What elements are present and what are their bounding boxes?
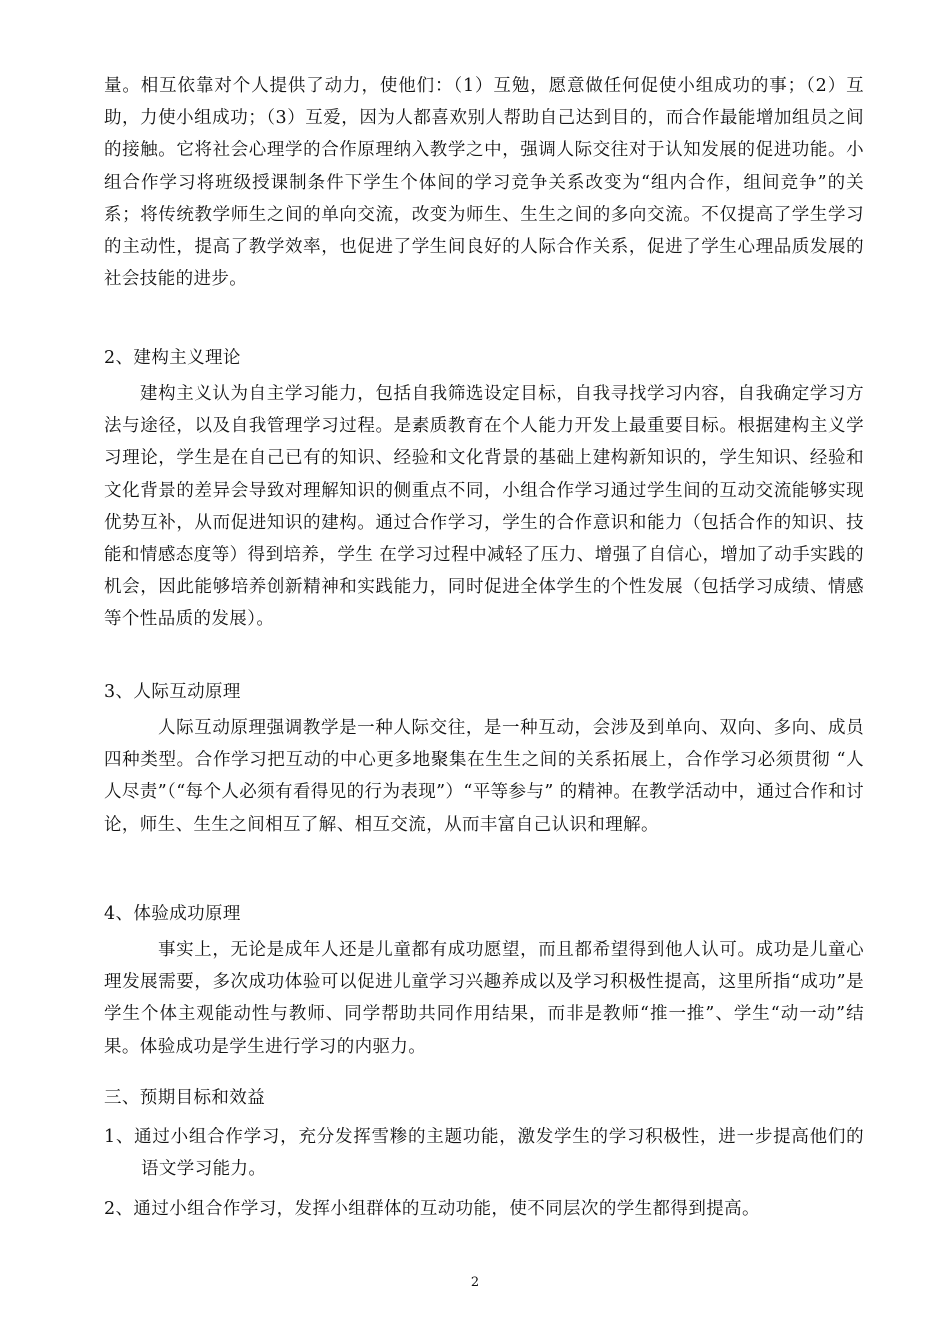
goal-item-2: 2、通过小组合作学习，发挥小组群体的互动功能，使不同层次的学生都得到提高。 (104, 1199, 760, 1219)
heading-interpersonal-interaction: 3、人际互动原理 (104, 682, 241, 702)
heading-goals-benefits: 三、预期目标和效益 (104, 1088, 266, 1108)
heading-constructivism: 2、建构主义理论 (104, 348, 241, 368)
page-number: 2 (470, 1275, 480, 1290)
intro-paragraph: 量。相互依靠对个人提供了动力，使他们：（1）互勉，愿意做任何促使小组成功的事；（2）互助，力使小组成功；（3）互爱，因为人都喜欢别人帮助自己达到目的，而合作最能增加组员之间的接触。它将社会心理学的合作原理纳入教学之中，强调人际交往对于认知发展的促进功能。小组合作学习将班级授课制条件下学生个体间的学习竞争关系改变为“组内合作，组间竞争”的关系；将传统教学师生之间的单向交流，改变为师生、生生之间的多向交流。不仅提高了学生学习的主动性，提高了教学效率，也促进了学生间良好的人际合作关系，促进了学生心理品质发展的社会技能的进步。 (104, 76, 864, 290)
constructivism-paragraph: 建构主义认为自主学习能力，包括自我筛选设定目标，自我寻找学习内容，自我确定学习方法与途径，以及自我管理学习过程。是素质教育在个人能力开发上最重要目标。根据建构主义学习理论，学生是在自己已有的知识、经验和文化背景的基础上建构新知识的，学生知识、经验和文化背景的差异会导致对理解知识的侧重点不同，小组合作学习通过学生间的互动交流能够实现优势互补，从而促进知识的建构。通过合作学习，学生的合作意识和能力（包括合作的知识、技能和情感态度等）得到培养，学生 在学习过程中减轻了压力、增强了自信心，增加了动手实践的机会，因此能够培养创新精神和实践能力，同时促进全体学生的个性发展（包括学习成绩、情感等个性品质的发展）。 (104, 384, 864, 630)
goal-item-1: 1、通过小组合作学习，充分发挥雪糁的主题功能，激发学生的学习积极性，进一步提高他们的语文学习能力。 (104, 1127, 864, 1180)
heading-success-experience: 4、体验成功原理 (104, 904, 241, 924)
interpersonal-paragraph: 人际互动原理强调教学是一种人际交往，是一种互动，会涉及到单向、双向、多向、成员四种类型。合作学习把互动的中心更多地聚集在生生之间的关系拓展上，合作学习必须贯彻 “人人尽责”（“每个人必须有看得见的行为表现”）“平等参与” 的精神。在教学活动中，通过合作和讨论，师生、生生之间相互了解、相互交流，从而丰富自己认识和理解。 (104, 718, 864, 835)
success-paragraph: 事实上，无论是成年人还是儿童都有成功愿望，而且都希望得到他人认可。成功是儿童心理发展需要，多次成功体验可以促进儿童学习兴趣养成以及学习积极性提高，这里所指“成功”是学生个体主观能动性与教师、同学帮助共同作用结果，而非是教师“推一推”、学生“动一动”结果。体验成功是学生进行学习的内驱力。 (104, 940, 864, 1057)
